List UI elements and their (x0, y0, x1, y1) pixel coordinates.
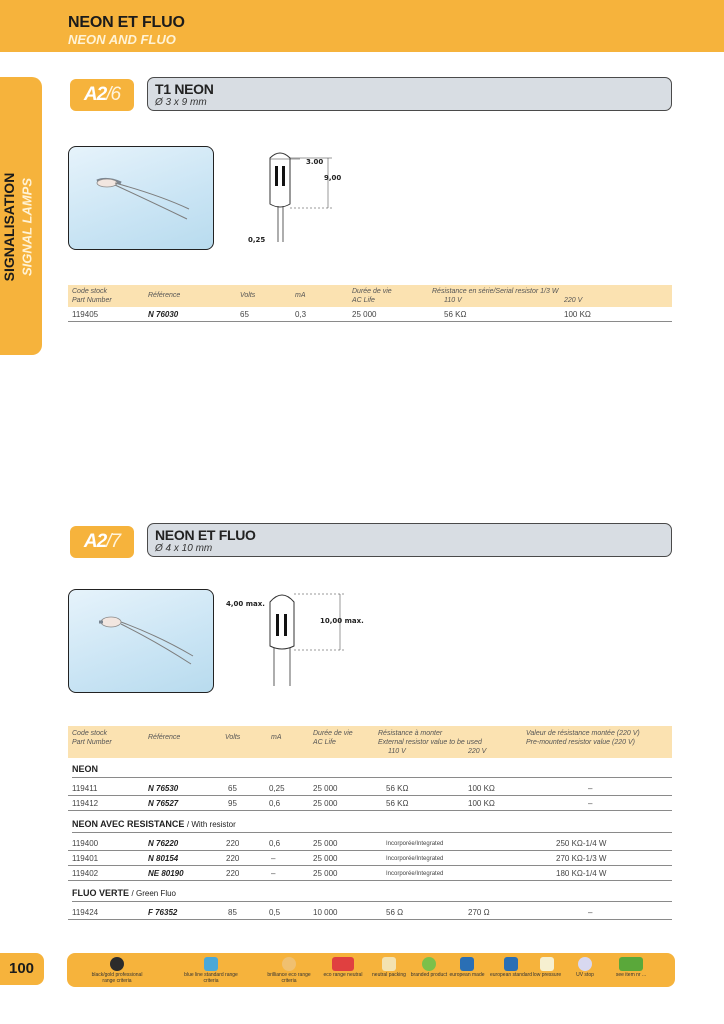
th-code-en: Part Number (72, 739, 112, 746)
th-resistor-en: External resistor value to be used (378, 739, 482, 746)
cell-r220: 100 KΩ (468, 784, 495, 793)
group-title: NEON (72, 764, 99, 774)
legend-label: branded product (410, 972, 448, 978)
branded-icon (422, 957, 436, 971)
cell-premounted: – (588, 908, 593, 917)
cell-r220: 100 KΩ (468, 799, 495, 808)
cell-code: 119402 (72, 869, 99, 878)
cell-life: 25 000 (352, 310, 377, 319)
cell-life: 25 000 (313, 869, 338, 878)
th-220v: 220 V (468, 748, 487, 755)
badge-main: A2 (83, 84, 107, 105)
legend-bar (67, 953, 675, 987)
legend-label: eco range neutral (323, 972, 363, 978)
cell-premounted: – (588, 799, 593, 808)
legend-item-see-item (603, 957, 659, 978)
cell-r110: 56 KΩ (386, 799, 409, 808)
cell-premounted: 180 KΩ-1/4 W (556, 869, 607, 878)
cell-ma: – (271, 854, 276, 863)
black-gold-icon (110, 957, 124, 971)
legend-label: neutral packing (372, 972, 406, 978)
product-photo (68, 146, 214, 250)
cell-r110: Incorporée/Integrated (386, 841, 444, 847)
cell-r110: Incorporée/Integrated (386, 871, 444, 877)
table-row (68, 905, 672, 920)
legend-label: european standard (490, 972, 532, 978)
legend-label: low pressure (532, 972, 562, 978)
dimension-diagram (262, 588, 372, 688)
cell-ma: 0,5 (269, 908, 281, 917)
cell-volts: 95 (228, 799, 237, 808)
th-110v: 110 V (388, 748, 406, 755)
side-title: SIGNALISATION (1, 172, 17, 282)
legend-item-blue-line (183, 957, 239, 984)
group-green-fluo (72, 888, 672, 902)
dim-height: 9,00 (324, 174, 342, 182)
cell-ref: N 80154 (148, 854, 179, 863)
see-item-icon (619, 957, 643, 971)
cell-ma: 0,25 (269, 784, 285, 793)
dim-lead: 0,25 (248, 236, 266, 244)
legend-label: brilliance eco range criteria (267, 972, 311, 984)
side-category-tab (0, 77, 42, 355)
cell-premounted: – (588, 784, 593, 793)
cell-r220: 100 KΩ (564, 310, 591, 319)
cell-code: 119411 (72, 784, 98, 793)
th-life-en: AC Life (313, 739, 336, 746)
uv-stop-icon (578, 957, 592, 971)
badge-sub: /7 (106, 531, 121, 552)
cell-ref: N 76030 (148, 310, 179, 319)
group-note: / Green Fluo (131, 889, 176, 898)
th-code-en: Part Number (72, 297, 112, 304)
european-made-icon (460, 957, 474, 971)
cell-r110: 56 Ω (386, 908, 404, 917)
group-title: NEON AVEC RESISTANCE (72, 819, 185, 829)
dim-width: 3.00 (306, 158, 324, 166)
badge-sub: /6 (106, 84, 121, 105)
cell-ref: N 76220 (148, 839, 179, 848)
cell-volts: 65 (228, 784, 237, 793)
table-row (68, 836, 672, 851)
legend-label: see item nr ... (615, 972, 647, 978)
page-number: 100 (0, 953, 44, 985)
th-premounted-en: Pre-mounted resistor value (220 V) (526, 739, 635, 746)
page-subtitle: NEON AND FLUO (68, 32, 176, 47)
cell-code: 119424 (72, 908, 99, 917)
th-110v: 110 V (444, 297, 462, 304)
side-subtitle: SIGNAL LAMPS (19, 178, 35, 276)
table-row (68, 796, 672, 811)
cell-volts: 65 (240, 310, 249, 319)
cell-volts: 220 (226, 854, 240, 863)
cell-code: 119401 (72, 854, 99, 863)
section-title-box (147, 77, 672, 111)
cell-r220: 270 Ω (468, 908, 490, 917)
table-row (68, 781, 672, 796)
cell-ref: NE 80190 (148, 869, 184, 878)
group-neon-resistor (72, 819, 672, 833)
legend-label: european made (449, 972, 485, 978)
dim-width: 4,00 max. (226, 600, 265, 608)
section-badge-a2-6 (70, 79, 134, 111)
th-premounted: Valeur de résistance montée (220 V) (526, 730, 640, 737)
cell-ma: – (271, 869, 276, 878)
th-ref: Référence (148, 734, 181, 741)
section-badge-a2-7 (70, 526, 134, 558)
table-row (68, 866, 672, 881)
cell-volts: 220 (226, 869, 240, 878)
table-header (68, 726, 672, 758)
cell-r110: 56 KΩ (444, 310, 467, 319)
th-life: Durée de vie (313, 730, 353, 737)
th-resistor: Résistance en série/Serial resistor 1/3 W (432, 288, 559, 295)
badge-main: A2 (83, 531, 107, 552)
cell-code: 119400 (72, 839, 99, 848)
cell-life: 25 000 (313, 839, 338, 848)
th-volts: Volts (225, 734, 241, 741)
page-title: NEON ET FLUO (68, 14, 185, 31)
lamp-photo-icon (69, 590, 214, 693)
th-code: Code stock (72, 730, 108, 737)
product-name: NEON ET FLUO (155, 527, 256, 543)
cell-ma: 0,6 (269, 839, 281, 848)
legend-item-black-gold (89, 957, 145, 984)
th-volts: Volts (240, 292, 256, 299)
product-name: T1 NEON (155, 81, 214, 97)
group-title: FLUO VERTE (72, 888, 130, 898)
cell-premounted: 250 KΩ-1/4 W (556, 839, 607, 848)
cell-code: 119405 (72, 310, 99, 319)
legend-item-brilliance (261, 957, 317, 984)
cell-life: 10 000 (313, 908, 338, 917)
product-photo (68, 589, 214, 693)
section-title-box (147, 523, 672, 557)
cell-ref: N 76530 (148, 784, 179, 793)
cell-r110: 56 KΩ (386, 784, 409, 793)
th-life: Durée de vie (352, 288, 392, 295)
th-code: Code stock (72, 288, 108, 295)
cell-volts: 220 (226, 839, 240, 848)
cell-r110: Incorporée/Integrated (386, 856, 444, 862)
legend-label: UV stop (576, 972, 594, 978)
dimension-diagram (240, 146, 350, 246)
cell-code: 119412 (72, 799, 99, 808)
th-220v: 220 V (564, 297, 583, 304)
th-resistor: Résistance à monter (378, 730, 443, 737)
cell-life: 25 000 (313, 799, 338, 808)
table-row (68, 851, 672, 866)
group-note: / With resistor (186, 820, 236, 829)
legend-label: blue line standard range criteria (184, 972, 238, 984)
group-neon (72, 764, 672, 778)
table-header (68, 285, 672, 307)
eco-neutral-icon (332, 957, 354, 971)
cell-ma: 0,3 (295, 310, 307, 319)
cell-ma: 0,6 (269, 799, 281, 808)
page-header (0, 0, 724, 52)
cell-life: 25 000 (313, 854, 338, 863)
cell-volts: 85 (228, 908, 237, 917)
low-pressure-icon (540, 957, 554, 971)
cell-premounted: 270 KΩ-1/3 W (556, 854, 607, 863)
th-ref: Référence (148, 292, 181, 299)
th-ma: mA (271, 734, 282, 741)
cell-life: 25 000 (313, 784, 338, 793)
th-life-en: AC Life (352, 297, 375, 304)
brilliance-icon (282, 957, 296, 971)
blue-line-icon (204, 957, 218, 971)
dim-height: 10,00 max. (320, 617, 364, 625)
legend-label: black/gold professional range criteria (91, 972, 143, 984)
lamp-photo-icon (69, 147, 214, 250)
product-dimensions: Ø 4 x 10 mm (155, 543, 213, 554)
european-standard-icon (504, 957, 518, 971)
cell-ref: F 76352 (148, 908, 178, 917)
product-dimensions: Ø 3 x 9 mm (155, 97, 207, 108)
table-row (68, 307, 672, 322)
cell-ref: N 76527 (148, 799, 179, 808)
th-ma: mA (295, 292, 306, 299)
neutral-packing-icon (382, 957, 396, 971)
